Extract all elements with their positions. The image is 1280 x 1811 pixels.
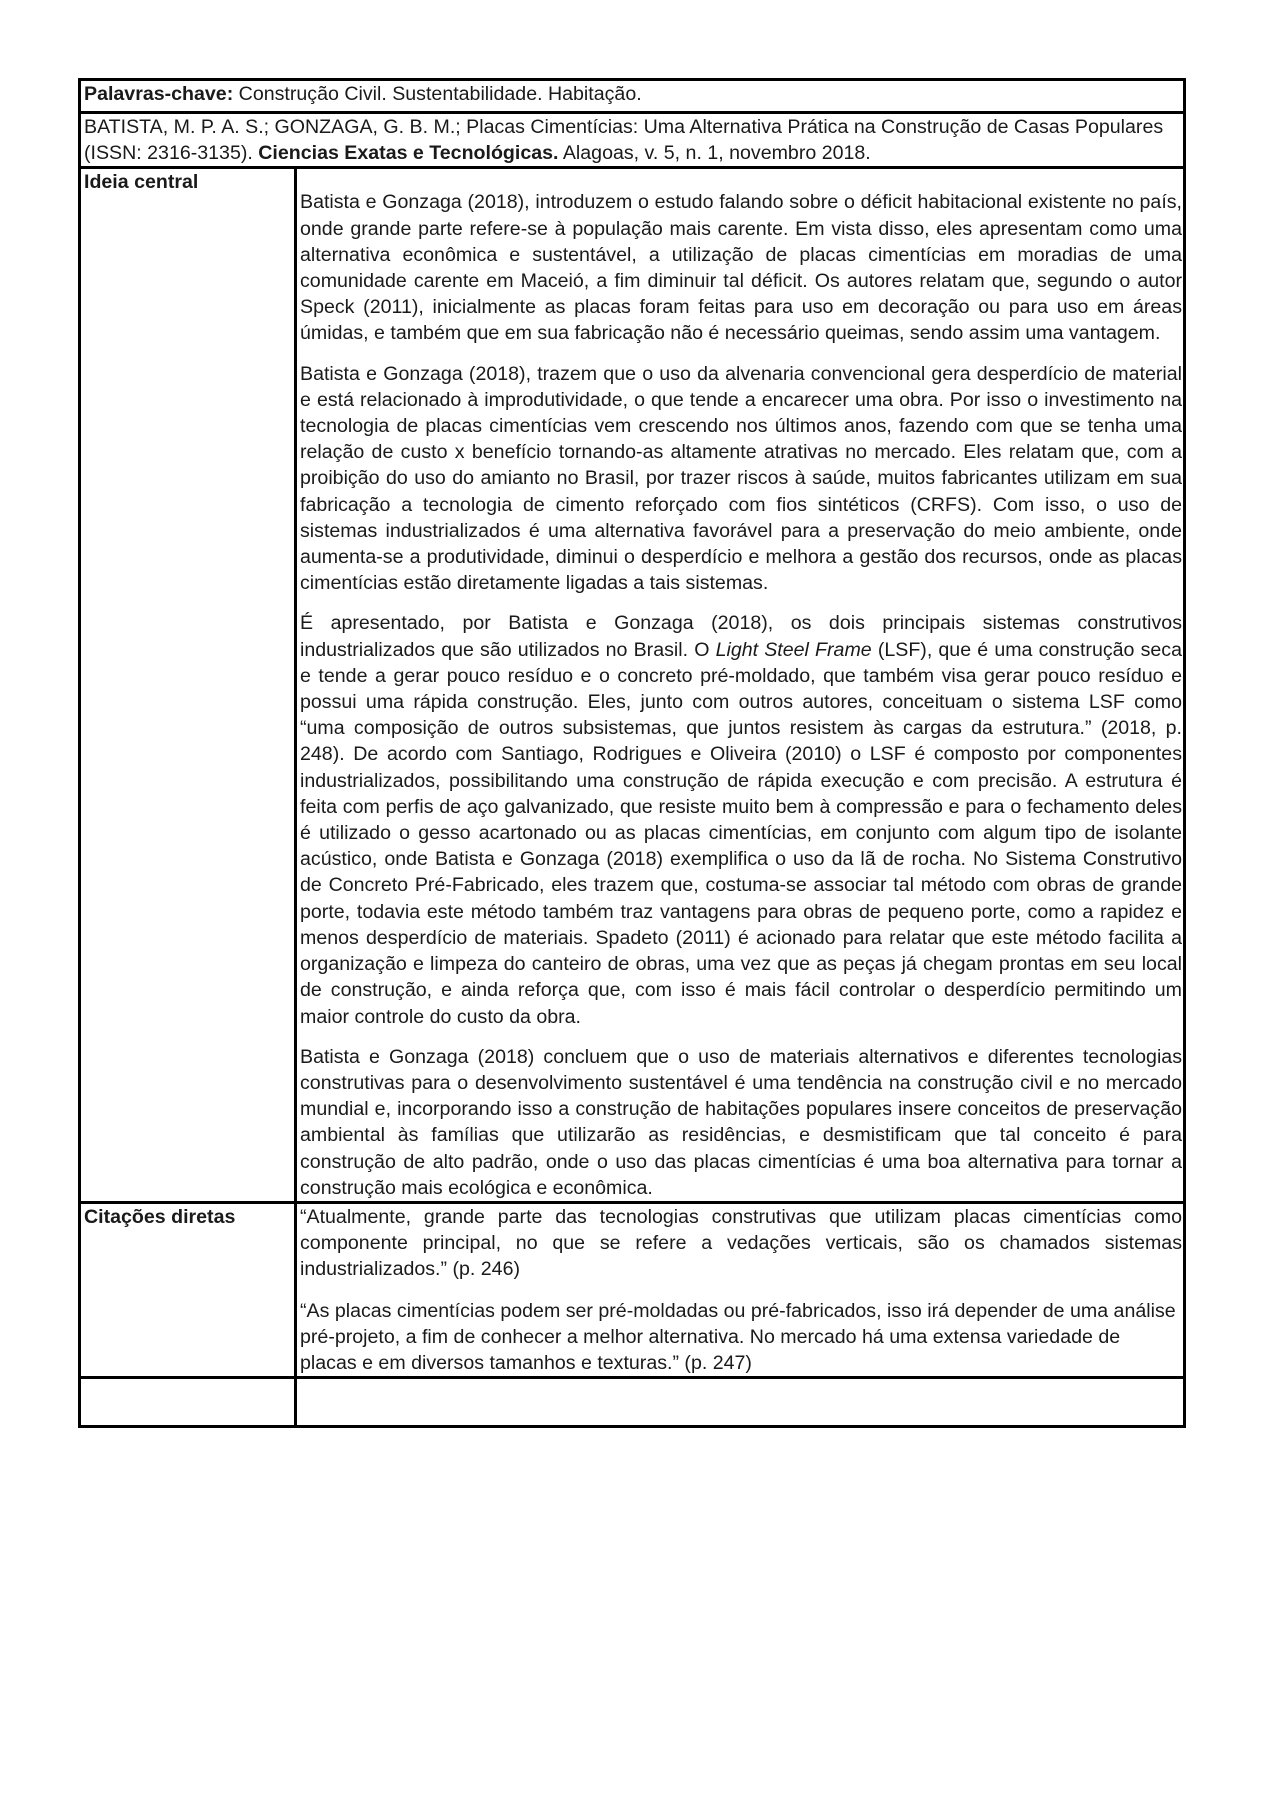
central-idea-content bbox=[296, 168, 1185, 1203]
keywords-value: Construção Civil. Sustentabilidade. Habitação. bbox=[233, 83, 642, 105]
paragraph-3-body: (LSF), que é uma construção seca e tende a gerar pouco resíduo e o concreto pré-moldado, que também visa gerar pouco resíduo e possui uma rápida construção. Eles, junto com outros autores, conceituam o sistema LSF como “uma composição de outros subsistemas, que juntos resistem às cargas da estrutura.” (2018, p. 248). De acordo com Santiago, Rodrigues e Oliveira (2010) o LSF é composto por componentes industrializados, possibilitando uma construção de rápida execução e com precisão. A estrutura é feita com perfis de aço galvanizado, que resiste muito bem à compressão e para o fechamento deles é utilizado o gesso acartonado ou as placas cimentícias, em conjunto com algum tipo de isolante acústico, onde Batista e Gonzaga (2018) exemplifica o uso da lã de rocha. No Sistema Construtivo de Concreto Pré-Fabricado, eles trazem que, costuma-se associar tal método com obras de grande porte, todavia este método também traz vantagens para obras de pequeno porte, como a rapidez e menos desperdício de materiais. Spadeto (2011) é acionado para relatar que este método facilita a organização e limpeza do canteiro de obras, uma vez que as peças já chegam prontas em seu local de construção, e ainda reforça que, com isso é mais fácil controlar o desperdício permitindo um maior controle do custo da obra. bbox=[300, 638, 1182, 1028]
paragraph-3-intro: É apresentado, por Batista e Gonzaga (2018), os dois principais sistemas construtivos industrializados que são utilizados no Brasil. O bbox=[300, 612, 1182, 661]
empty-row bbox=[80, 1378, 1185, 1427]
reference-journal: Ciencias Exatas e Tecnológicas. bbox=[258, 142, 559, 165]
central-idea-row bbox=[80, 168, 1185, 1203]
keywords-cell bbox=[80, 80, 1185, 113]
central-idea-paragraph-1: Batista e Gonzaga (2018), introduzem o estudo falando sobre o déficit habitacional existente no país, onde grande parte refere-se à população mais carente. Em vista disso, eles apresentam como uma alternativa econômica e sustentável, a utilização de placas cimentícias em moradias de uma comunidade carente em Maceió, a fim diminuir tal déficit. Os autores relatam que, segundo o autor Speck (2011), inicialmente as placas foram feitas para uso em decoração ou para uso em áreas úmidas, e também que em sua fabricação não é necessário queimas, sendo assim uma vantagem. bbox=[300, 191, 1182, 345]
central-idea-paragraph-4: Batista e Gonzaga (2018) concluem que o uso de materiais alternativos e diferentes tecnologias construtivas para o desenvolvimento sustentável é uma tendência na construção civil e no mercado mundial e, incorporando isso a construção de habitações populares insere conceitos de preservação ambiental às famílias que utilizarão as residências, e desmistificam que tal conceito é para construção de alto padrão, onde o uso das placas cimentícias é uma boa alternativa para tornar a construção mais ecológica e econômica. bbox=[300, 1045, 1182, 1199]
reference-cell bbox=[80, 113, 1185, 168]
empty-cell-right bbox=[296, 1378, 1185, 1427]
direct-quotes-content bbox=[296, 1202, 1185, 1377]
central-idea-paragraph-2: Batista e Gonzaga (2018), trazem que o uso da alvenaria convencional gera desperdício de material e está relacionado à improdutividade, o que tende a encarecer uma obra. Por isso o investimento na tecnologia de placas cimentícias vem crescendo nos últimos anos, fazendo com que se tenha uma relação de custo x benefício tornando-as altamente atrativas no mercado. Eles relatam que, com a proibição do uso do amianto no Brasil, por trazer riscos à saúde, muitos fabricantes utilizam em sua fabricação a tecnologia de cimento reforçado com fios sintéticos (CRFS). Com isso, o uso de sistemas industrializados é uma alternativa favorável para a preservação do meio ambiente, onde aumenta-se a produtividade, diminui o desperdício e melhora a gestão dos recursos, onde as placas cimentícias estão diretamente ligadas a tais sistemas. bbox=[300, 362, 1182, 595]
direct-quotes-row bbox=[80, 1202, 1185, 1377]
central-idea-label: Ideia central bbox=[80, 168, 296, 1203]
reading-record-table bbox=[78, 78, 1186, 1428]
document-page bbox=[78, 78, 1186, 1428]
reference-row bbox=[80, 113, 1185, 168]
direct-quote-1: “Atualmente, grande parte das tecnologias construtivas que utilizam placas cimentícias como componente principal, no que se refere a vedações verticais, são os chamados sistemas industrializados.” (p. 246) bbox=[300, 1205, 1182, 1281]
empty-cell-left bbox=[80, 1378, 296, 1427]
central-idea-paragraph-3 bbox=[300, 610, 1182, 1029]
keywords-label: Palavras-chave: bbox=[84, 83, 234, 105]
keywords-row bbox=[80, 80, 1185, 113]
direct-quote-2: “As placas cimentícias podem ser pré-moldadas ou pré-fabricados, isso irá depender de uma análise pré-projeto, a fim de conhecer a melhor alternativa. No mercado há uma extensa variedade de placas e em diversos tamanhos e texturas.” (p. 247) bbox=[300, 1299, 1176, 1374]
direct-quotes-label: Citações diretas bbox=[80, 1202, 296, 1377]
light-steel-frame-term: Light Steel Frame bbox=[715, 638, 872, 661]
reference-authors-title: BATISTA, M. P. A. S.; GONZAGA, G. B. M.; Placas Cimentícias: Uma Alternativa Prática na Construção de Casas Populares (ISSN: 2316-3135). bbox=[84, 116, 1164, 165]
reference-details: Alagoas, v. 5, n. 1, novembro 2018. bbox=[558, 142, 871, 165]
